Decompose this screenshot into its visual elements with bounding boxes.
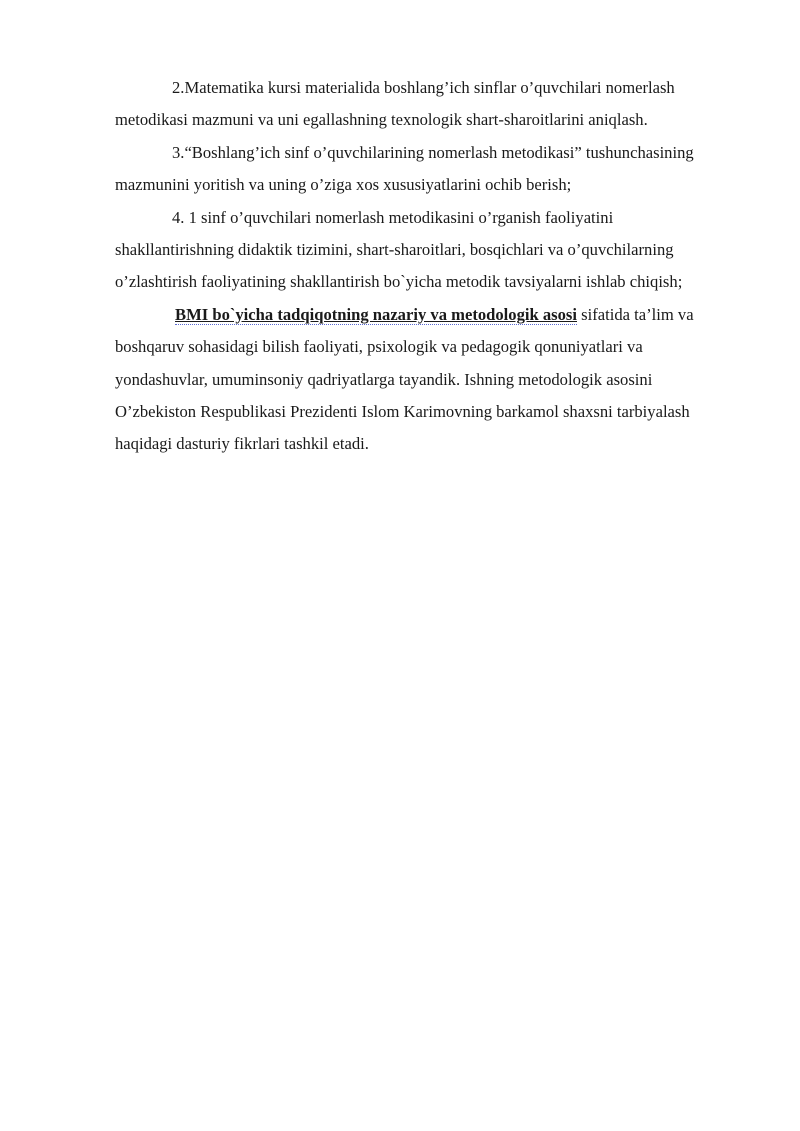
document-body [115, 72, 735, 461]
paragraph-item-3: 3.“Boshlang’ich sinf o’quvchilarining nomerlash metodikasi” tushunchasining mazmunini yoritish va uning o’ziga xos xususiyatlarini ochib berish; [115, 142, 694, 195]
paragraph-item-4: 4. 1 sinf o’quvchilari nomerlash metodikasini o’rganish faoliyatini shakllantirishning didaktik tizimini, shart-sharoitlari, bosqichlari va o’quvchilarning o’zlashtirish faoliyatining shakllantirish bo`yicha metodik tavsiyalarni ishlab chiqish; [115, 207, 683, 292]
paragraph-item-2: 2.Matematika kursi materialida boshlang’ich sinflar o’quvchilari nomerlash metodikasi mazmuni va uni egallashning texnologik shart-sharoitlarini aniqlash. [115, 78, 675, 130]
basis-emphasis-heading: BMI bo`yicha tadqiqotning nazariy va metodologik asosi [175, 304, 577, 324]
basis-paragraph-text: sifatida ta’lim va boshqaruv sohasidagi bilish faoliyati, psixologik va pedagogik qonuniyatlari va yondashuvlar, umuminsoniy qadriyatlarga tayandik. Ishning metodologik asosini O’zbekiston Respublikasi Prezidenti Islom Karimovning barkamol shaxsni tarbiyalash haqidagi dasturiy fikrlari tashkil etadi. [115, 304, 694, 454]
paragraph-methodological-basis [115, 299, 735, 461]
